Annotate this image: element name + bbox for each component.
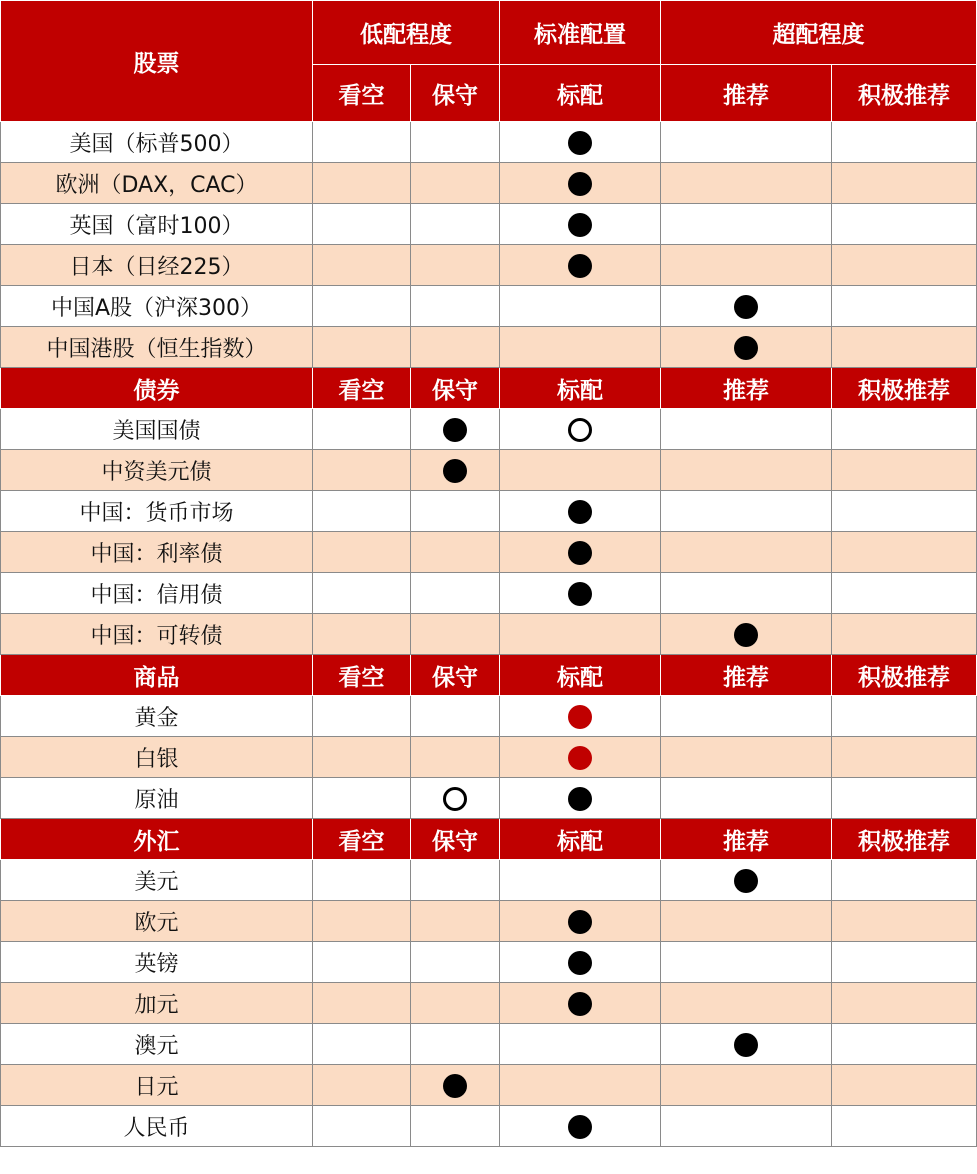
rating-cell	[661, 1024, 832, 1065]
rating-cell	[500, 204, 661, 245]
rating-cell	[411, 286, 500, 327]
rating-cell	[500, 737, 661, 778]
column-header: 保守	[411, 65, 500, 122]
table-row	[1, 450, 977, 491]
asset-name: 加元	[1, 983, 313, 1024]
filled-dot-icon	[568, 582, 592, 606]
rating-cell	[313, 942, 411, 983]
column-header: 保守	[411, 368, 500, 409]
table-row	[1, 532, 977, 573]
rating-cell	[313, 983, 411, 1024]
asset-name: 中国：可转债	[1, 614, 313, 655]
table-row	[1, 1024, 977, 1065]
rating-cell	[313, 491, 411, 532]
hollow-circle-icon	[568, 418, 592, 442]
asset-name: 白银	[1, 737, 313, 778]
rating-cell	[500, 450, 661, 491]
column-header: 积极推荐	[832, 655, 977, 696]
asset-name: 中资美元债	[1, 450, 313, 491]
rating-cell	[661, 532, 832, 573]
column-header: 保守	[411, 819, 500, 860]
rating-cell	[411, 942, 500, 983]
rating-cell	[411, 163, 500, 204]
rating-cell	[832, 901, 977, 942]
rating-cell	[313, 1065, 411, 1106]
table-row	[1, 1106, 977, 1147]
table-row	[1, 122, 977, 163]
rating-cell	[411, 532, 500, 573]
rating-cell	[411, 1065, 500, 1106]
rating-cell	[832, 204, 977, 245]
asset-name: 欧洲（DAX，CAC）	[1, 163, 313, 204]
rating-cell	[832, 1065, 977, 1106]
rating-cell	[411, 1106, 500, 1147]
rating-cell	[411, 122, 500, 163]
rating-cell	[411, 327, 500, 368]
filled-dot-icon	[568, 254, 592, 278]
rating-cell	[500, 1065, 661, 1106]
asset-name: 中国：货币市场	[1, 491, 313, 532]
rating-cell	[500, 1024, 661, 1065]
column-header: 看空	[313, 368, 411, 409]
table-row	[1, 409, 977, 450]
rating-cell	[832, 942, 977, 983]
rating-cell	[313, 163, 411, 204]
table-row	[1, 696, 977, 737]
rating-cell	[411, 860, 500, 901]
filled-dot-icon	[443, 418, 467, 442]
filled-dot-icon	[568, 131, 592, 155]
rating-cell	[500, 286, 661, 327]
red-dot-icon	[568, 746, 592, 770]
asset-name: 中国：利率债	[1, 532, 313, 573]
filled-dot-icon	[568, 1115, 592, 1139]
filled-dot-icon	[734, 336, 758, 360]
rating-cell	[661, 573, 832, 614]
rating-cell	[661, 614, 832, 655]
rating-cell	[661, 983, 832, 1024]
rating-cell	[500, 327, 661, 368]
rating-cell	[832, 163, 977, 204]
filled-dot-icon	[568, 910, 592, 934]
underweight-group-header: 低配程度	[313, 1, 500, 65]
neutral-group-header: 标准配置	[500, 1, 661, 65]
red-dot-icon	[568, 705, 592, 729]
asset-name: 美国（标普500）	[1, 122, 313, 163]
column-header: 看空	[313, 655, 411, 696]
rating-cell	[313, 204, 411, 245]
filled-dot-icon	[734, 869, 758, 893]
rating-cell	[411, 245, 500, 286]
column-header: 标配	[500, 368, 661, 409]
rating-cell	[500, 614, 661, 655]
rating-cell	[500, 491, 661, 532]
filled-dot-icon	[734, 623, 758, 647]
rating-cell	[313, 860, 411, 901]
table-row	[1, 491, 977, 532]
asset-name: 原油	[1, 778, 313, 819]
asset-name: 日本（日经225）	[1, 245, 313, 286]
rating-cell	[500, 696, 661, 737]
rating-cell	[313, 901, 411, 942]
rating-cell	[832, 778, 977, 819]
filled-dot-icon	[568, 951, 592, 975]
rating-cell	[832, 245, 977, 286]
asset-name: 人民币	[1, 1106, 313, 1147]
rating-cell	[832, 1024, 977, 1065]
table-row	[1, 860, 977, 901]
rating-cell	[313, 327, 411, 368]
rating-cell	[500, 245, 661, 286]
column-header: 积极推荐	[832, 65, 977, 122]
rating-cell	[832, 491, 977, 532]
section-header-row	[1, 655, 977, 696]
asset-name: 英国（富时100）	[1, 204, 313, 245]
rating-cell	[313, 614, 411, 655]
rating-cell	[500, 532, 661, 573]
table-row	[1, 204, 977, 245]
table-row	[1, 901, 977, 942]
rating-cell	[411, 778, 500, 819]
rating-cell	[500, 1106, 661, 1147]
rating-cell	[661, 409, 832, 450]
overweight-group-header: 超配程度	[661, 1, 977, 65]
rating-cell	[411, 409, 500, 450]
rating-cell	[832, 450, 977, 491]
rating-cell	[411, 983, 500, 1024]
rating-cell	[411, 491, 500, 532]
asset-name: 中国A股（沪深300）	[1, 286, 313, 327]
asset-name: 中国：信用债	[1, 573, 313, 614]
rating-cell	[661, 245, 832, 286]
rating-cell	[832, 737, 977, 778]
rating-cell	[411, 1024, 500, 1065]
rating-cell	[313, 122, 411, 163]
rating-cell	[313, 696, 411, 737]
rating-cell	[500, 122, 661, 163]
rating-cell	[661, 737, 832, 778]
rating-cell	[661, 327, 832, 368]
filled-dot-icon	[568, 213, 592, 237]
table-row	[1, 573, 977, 614]
table-row	[1, 737, 977, 778]
asset-name: 欧元	[1, 901, 313, 942]
asset-name: 中国港股（恒生指数）	[1, 327, 313, 368]
rating-cell	[832, 696, 977, 737]
rating-cell	[411, 696, 500, 737]
rating-cell	[661, 860, 832, 901]
rating-cell	[411, 450, 500, 491]
table-row	[1, 983, 977, 1024]
table-row	[1, 286, 977, 327]
asset-name: 黄金	[1, 696, 313, 737]
table-row	[1, 245, 977, 286]
rating-cell	[661, 1106, 832, 1147]
table-row	[1, 778, 977, 819]
filled-dot-icon	[734, 1033, 758, 1057]
filled-dot-icon	[568, 992, 592, 1016]
column-header: 标配	[500, 655, 661, 696]
asset-name: 日元	[1, 1065, 313, 1106]
column-header: 标配	[500, 819, 661, 860]
column-header: 推荐	[661, 819, 832, 860]
rating-cell	[313, 245, 411, 286]
rating-cell	[832, 122, 977, 163]
rating-cell	[500, 778, 661, 819]
rating-cell	[500, 409, 661, 450]
rating-cell	[661, 778, 832, 819]
rating-cell	[500, 860, 661, 901]
rating-cell	[313, 409, 411, 450]
table-row	[1, 163, 977, 204]
rating-cell	[411, 901, 500, 942]
rating-cell	[832, 614, 977, 655]
column-header: 积极推荐	[832, 368, 977, 409]
rating-cell	[313, 286, 411, 327]
column-header: 看空	[313, 65, 411, 122]
asset-name: 澳元	[1, 1024, 313, 1065]
table-row	[1, 1065, 977, 1106]
asset-name: 美元	[1, 860, 313, 901]
rating-cell	[500, 163, 661, 204]
rating-cell	[832, 983, 977, 1024]
rating-cell	[832, 286, 977, 327]
rating-cell	[661, 286, 832, 327]
rating-cell	[411, 573, 500, 614]
table-header	[1, 1, 977, 122]
rating-cell	[832, 409, 977, 450]
filled-dot-icon	[443, 459, 467, 483]
column-header: 推荐	[661, 655, 832, 696]
rating-cell	[313, 532, 411, 573]
rating-cell	[500, 901, 661, 942]
rating-cell	[313, 450, 411, 491]
rating-cell	[661, 204, 832, 245]
asset-name: 美国国债	[1, 409, 313, 450]
rating-cell	[661, 450, 832, 491]
filled-dot-icon	[568, 787, 592, 811]
section-header-row	[1, 819, 977, 860]
section-title: 外汇	[1, 819, 313, 860]
rating-cell	[661, 163, 832, 204]
rating-cell	[500, 573, 661, 614]
asset-class-header: 股票	[1, 1, 313, 122]
rating-cell	[832, 860, 977, 901]
filled-dot-icon	[568, 500, 592, 524]
rating-cell	[500, 942, 661, 983]
table-row	[1, 327, 977, 368]
filled-dot-icon	[443, 1074, 467, 1098]
column-header: 推荐	[661, 65, 832, 122]
rating-cell	[500, 983, 661, 1024]
column-header: 积极推荐	[832, 819, 977, 860]
rating-cell	[832, 532, 977, 573]
rating-cell	[411, 614, 500, 655]
hollow-circle-icon	[443, 787, 467, 811]
rating-cell	[313, 778, 411, 819]
column-header: 看空	[313, 819, 411, 860]
rating-cell	[313, 1106, 411, 1147]
table-body	[1, 122, 977, 1147]
rating-cell	[411, 737, 500, 778]
rating-cell	[313, 573, 411, 614]
rating-cell	[661, 942, 832, 983]
table-row	[1, 614, 977, 655]
rating-cell	[661, 491, 832, 532]
column-header: 推荐	[661, 368, 832, 409]
filled-dot-icon	[734, 295, 758, 319]
filled-dot-icon	[568, 541, 592, 565]
rating-cell	[661, 1065, 832, 1106]
section-title: 商品	[1, 655, 313, 696]
rating-cell	[661, 696, 832, 737]
rating-cell	[832, 573, 977, 614]
rating-cell	[832, 327, 977, 368]
section-header-row	[1, 368, 977, 409]
rating-cell	[661, 122, 832, 163]
asset-name: 英镑	[1, 942, 313, 983]
filled-dot-icon	[568, 172, 592, 196]
rating-cell	[661, 901, 832, 942]
table-row	[1, 942, 977, 983]
column-header: 保守	[411, 655, 500, 696]
rating-cell	[313, 1024, 411, 1065]
column-header: 标配	[500, 65, 661, 122]
rating-cell	[313, 737, 411, 778]
rating-cell	[832, 1106, 977, 1147]
section-title: 债券	[1, 368, 313, 409]
rating-cell	[411, 204, 500, 245]
